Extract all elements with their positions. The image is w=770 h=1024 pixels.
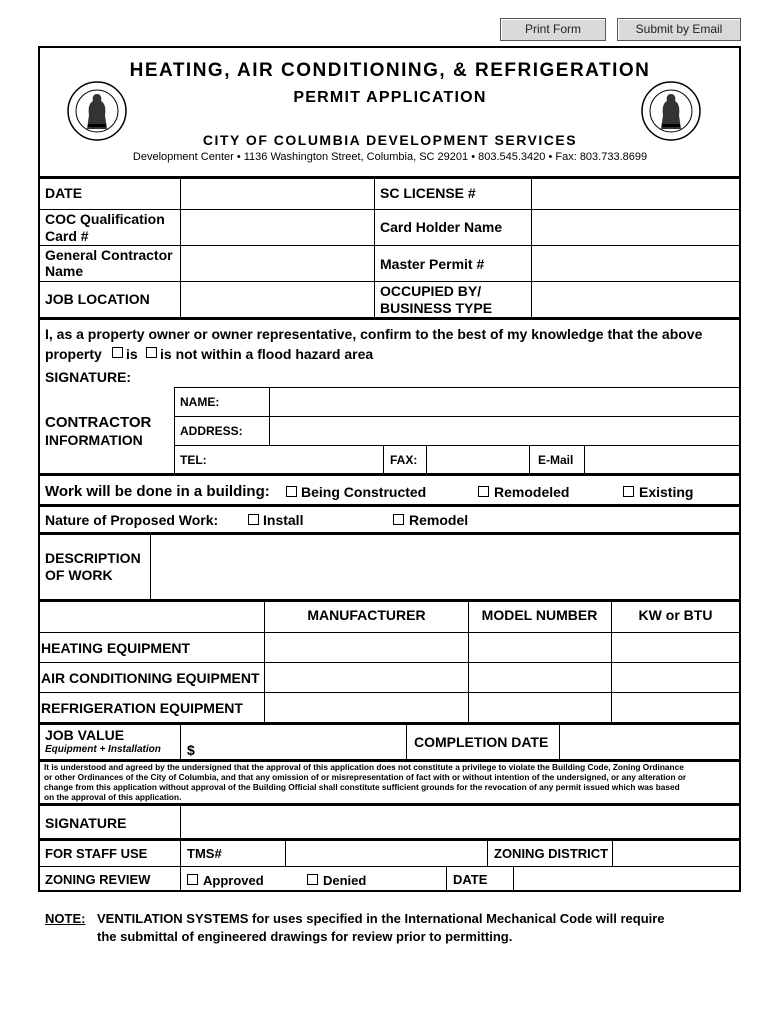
master-permit-label: Master Permit # bbox=[380, 256, 485, 272]
job-location-field[interactable] bbox=[182, 283, 372, 317]
ac-manufacturer-field[interactable] bbox=[266, 664, 467, 691]
coc-card-field[interactable] bbox=[182, 211, 372, 244]
of-work-label: OF WORK bbox=[45, 567, 113, 583]
card-holder-field[interactable] bbox=[533, 211, 739, 244]
refrig-manufacturer-field[interactable] bbox=[266, 694, 467, 722]
contractor-address-label: ADDRESS: bbox=[180, 424, 243, 438]
contractor-tel-label: TEL: bbox=[180, 453, 207, 467]
job-location-label: JOB LOCATION bbox=[45, 291, 150, 307]
contractor-email-label: E-Mail bbox=[538, 453, 574, 467]
occupied-by-label: OCCUPIED BY/ bbox=[380, 283, 482, 299]
note-line-2: the submittal of engineered drawings for review prior to permitting. bbox=[97, 929, 513, 944]
general-contractor-name-label: Name bbox=[45, 263, 84, 279]
contractor-fax-field[interactable] bbox=[428, 447, 528, 473]
being-constructed-label: Being Constructed bbox=[301, 484, 427, 500]
approved-label: Approved bbox=[203, 873, 264, 888]
flood-is-not-checkbox[interactable] bbox=[146, 347, 157, 358]
business-type-label: BUSINESS TYPE bbox=[380, 300, 493, 316]
flood-property-label: property bbox=[45, 346, 102, 362]
ac-kw-field[interactable] bbox=[613, 664, 739, 691]
department-name: CITY OF COLUMBIA DEVELOPMENT SERVICES bbox=[202, 132, 578, 148]
heating-equipment-label: HEATING EQUIPMENT bbox=[41, 640, 191, 656]
disclaimer-line-1: It is understood and agreed by the undersigned that the approval of this application does not constitute a privilege to violate the Building Code, Zoning Ordinance bbox=[44, 762, 684, 772]
tms-field[interactable] bbox=[287, 841, 485, 865]
ac-equipment-label: AIR CONDITIONING EQUIPMENT bbox=[41, 670, 260, 686]
department-address: Development Center • 1136 Washington Street, Columbia, SC 29201 • 803.545.3420 • Fax: 803.733.8699 bbox=[132, 151, 648, 163]
refrig-model-field[interactable] bbox=[470, 694, 610, 722]
print-form-button[interactable]: Print Form bbox=[500, 18, 606, 41]
flood-statement: I, as a property owner or owner representative, confirm to the best of my knowledge that the above bbox=[45, 326, 703, 342]
form-subtitle: PERMIT APPLICATION bbox=[293, 89, 487, 106]
contractor-name-label: NAME: bbox=[180, 395, 220, 409]
dollar-sign: $ bbox=[187, 742, 195, 758]
zoning-date-field[interactable] bbox=[515, 868, 739, 890]
existing-label: Existing bbox=[639, 484, 694, 500]
refrig-kw-field[interactable] bbox=[613, 694, 739, 722]
install-checkbox[interactable] bbox=[248, 514, 259, 525]
note-line-1: VENTILATION SYSTEMS for uses specified in the International Mechanical Code will require bbox=[97, 911, 665, 926]
remodeled-checkbox[interactable] bbox=[478, 486, 489, 497]
denied-label: Denied bbox=[323, 873, 367, 888]
contractor-tel-field[interactable] bbox=[225, 447, 381, 473]
description-label: DESCRIPTION bbox=[45, 550, 141, 566]
for-staff-use-label: FOR STAFF USE bbox=[45, 846, 148, 861]
master-permit-field[interactable] bbox=[533, 247, 739, 280]
general-contractor-field[interactable] bbox=[182, 247, 372, 280]
refrigeration-equipment-label: REFRIGERATION EQUIPMENT bbox=[41, 700, 243, 716]
zoning-district-field[interactable] bbox=[614, 841, 739, 865]
card-holder-label: Card Holder Name bbox=[380, 219, 503, 235]
form-title: HEATING, AIR CONDITIONING, & REFRIGERATION bbox=[129, 60, 651, 81]
disclaimer-line-3: change from this application without approval of the Building Official shall constitute sufficient grounds for the revocation of any permit issued which was based bbox=[44, 782, 680, 792]
coc-card-label: Card # bbox=[45, 228, 89, 244]
contractor-name-field[interactable] bbox=[271, 389, 739, 415]
denied-checkbox[interactable] bbox=[307, 874, 318, 885]
zoning-district-label: ZONING DISTRICT bbox=[494, 846, 609, 861]
signature-label: SIGNATURE bbox=[45, 815, 127, 831]
job-value-sublabel: Equipment + Installation bbox=[45, 744, 161, 755]
zoning-date-label: DATE bbox=[453, 872, 488, 887]
model-number-header: MODEL NUMBER bbox=[481, 607, 598, 623]
contractor-fax-label: FAX: bbox=[390, 453, 418, 467]
general-contractor-label: General Contractor bbox=[45, 247, 173, 263]
coc-qualification-label: COC Qualification bbox=[45, 211, 165, 227]
approved-checkbox[interactable] bbox=[187, 874, 198, 885]
owner-signature-field[interactable] bbox=[140, 366, 738, 386]
job-value-label: JOB VALUE bbox=[45, 727, 125, 743]
description-field[interactable] bbox=[152, 535, 739, 599]
disclaimer-line-4: on the approval of this application. bbox=[44, 792, 182, 802]
flood-is-not-label: is not within a flood hazard area bbox=[160, 346, 374, 362]
remodeled-label: Remodeled bbox=[494, 484, 570, 500]
kw-btu-header: KW or BTU bbox=[638, 607, 713, 623]
existing-checkbox[interactable] bbox=[623, 486, 634, 497]
nature-of-work-label: Nature of Proposed Work: bbox=[45, 512, 219, 528]
flood-is-label: is bbox=[126, 346, 138, 362]
completion-date-field[interactable] bbox=[561, 726, 739, 759]
job-value-field[interactable] bbox=[200, 726, 404, 759]
sc-license-label: SC LICENSE # bbox=[380, 185, 476, 201]
heating-manufacturer-field[interactable] bbox=[266, 634, 467, 661]
date-label: DATE bbox=[45, 185, 83, 201]
zoning-review-label: ZONING REVIEW bbox=[45, 872, 151, 887]
remodel-label: Remodel bbox=[409, 512, 469, 528]
note-label: NOTE: bbox=[45, 911, 86, 926]
disclaimer-line-2: or other Ordinances of the City of Columbia, and that any omission of or misrepresentation of fact with or without intention of the undersigned, or any alteration or bbox=[44, 772, 687, 782]
contractor-email-field[interactable] bbox=[586, 447, 739, 473]
sc-license-field[interactable] bbox=[533, 179, 739, 208]
contractor-address-field[interactable] bbox=[271, 418, 739, 444]
heating-kw-field[interactable] bbox=[613, 634, 739, 661]
owner-signature-label: SIGNATURE: bbox=[45, 369, 132, 385]
tms-label: TMS# bbox=[187, 846, 222, 861]
contractor-heading: CONTRACTOR bbox=[45, 414, 152, 431]
remodel-checkbox[interactable] bbox=[393, 514, 404, 525]
install-label: Install bbox=[263, 512, 304, 528]
contractor-information-heading: INFORMATION bbox=[45, 432, 143, 448]
date-field[interactable] bbox=[182, 179, 372, 208]
being-constructed-checkbox[interactable] bbox=[286, 486, 297, 497]
heating-model-field[interactable] bbox=[470, 634, 610, 661]
completion-date-label: COMPLETION DATE bbox=[414, 734, 549, 750]
flood-is-checkbox[interactable] bbox=[112, 347, 123, 358]
submit-by-email-button[interactable]: Submit by Email bbox=[617, 18, 741, 41]
building-question: Work will be done in a building: bbox=[45, 483, 270, 500]
occupied-by-field[interactable] bbox=[533, 283, 739, 317]
signature-field[interactable] bbox=[182, 806, 739, 838]
ac-model-field[interactable] bbox=[470, 664, 610, 691]
manufacturer-header: MANUFACTURER bbox=[307, 607, 426, 623]
